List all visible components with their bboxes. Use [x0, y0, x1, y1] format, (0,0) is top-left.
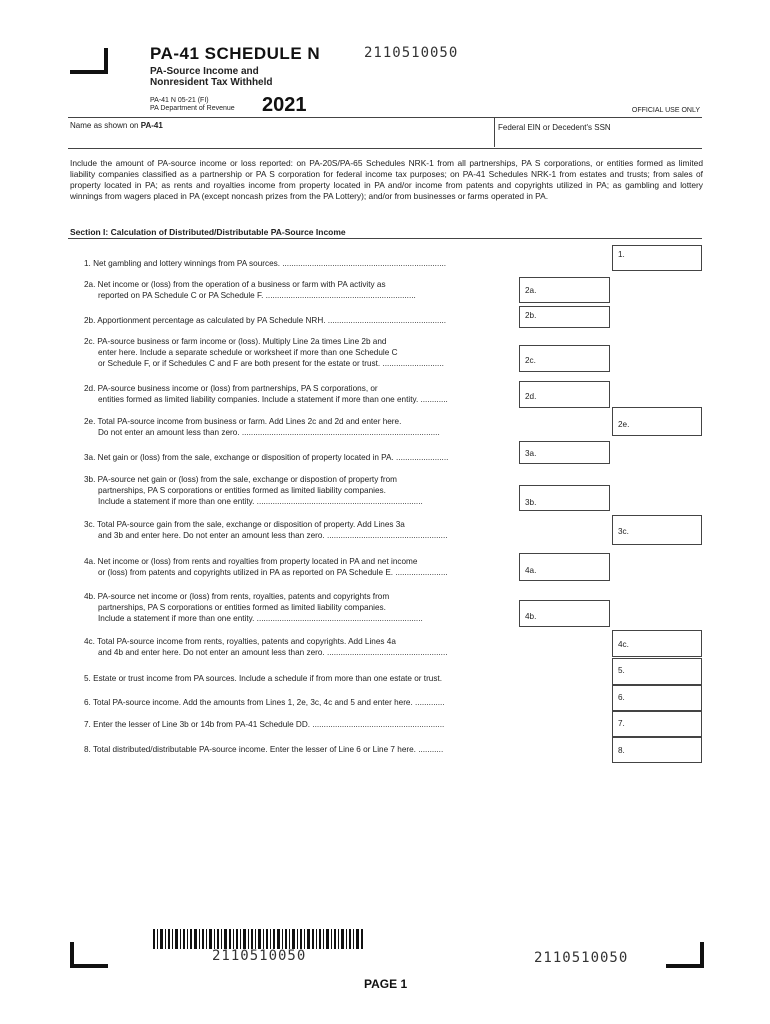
line-text: 2d. PA-source business income or (loss) from partnerships, PA S corporations, or: [84, 384, 378, 393]
line-text: 2c. PA-source business or farm income or (loss). Multiply Line 2a times Line 2b and: [84, 337, 387, 346]
line-text: 2a. Net income or (loss) from the operation of a business or farm with PA activity as: [84, 280, 386, 289]
line-3a: 3a. Net gain or (loss) from the sale, exchange or disposition of property located in PA. .......................: [84, 453, 449, 462]
line-text: and 4b and enter here. Do not enter an amount less than zero. .....................................................: [98, 648, 448, 657]
line-7: 7. Enter the lesser of Line 3b or 14b from PA-41 Schedule DD. ..........................................................: [84, 720, 445, 729]
line-2e: [84, 416, 512, 438]
section-heading: Section I: Calculation of Distributed/Distributable PA-Source Income: [68, 225, 702, 239]
name-label-form: PA-41: [140, 121, 163, 130]
line-text: 4b. PA-source net income or (loss) from rents, royalties, patents and copyrights from: [84, 592, 390, 601]
amount-box-1[interactable]: 1.: [612, 245, 702, 271]
amount-box-2d[interactable]: 2d.: [519, 381, 610, 408]
name-ein-row: [68, 117, 702, 149]
barcode-number-top: 2110510050: [364, 45, 459, 61]
amount-box-4c[interactable]: 4c.: [612, 630, 702, 657]
barcode-number-bottom-left: 2110510050: [212, 948, 307, 964]
line-text: 4c. Total PA-source income from rents, royalties, patents and copyrights. Add Lines 4a: [84, 637, 396, 646]
line-text: enter here. Include a separate schedule or worksheet if more than one Schedule C: [98, 348, 398, 357]
subtitle-line: PA-Source Income and: [150, 66, 259, 77]
line-1: 1. Net gambling and lottery winnings from PA sources. ........................................................................: [84, 259, 447, 268]
field-divider: [494, 117, 495, 147]
registration-mark-top: [70, 48, 108, 74]
registration-mark-bottom-right: [666, 942, 704, 968]
line-text: or (loss) from patents and copyrights utilized in PA as reported on PA Schedule E. .......................: [98, 568, 448, 577]
line-4a: [84, 556, 512, 578]
line-text: and 3b and enter here. Do not enter an amount less than zero. .....................................................: [98, 531, 448, 540]
line-3c: [84, 519, 512, 541]
line-text: Include a statement if more than one entity. .........................................................................: [98, 497, 423, 506]
line-text: Do not enter an amount less than zero. .......................................................................................: [98, 428, 440, 437]
amount-box-4b[interactable]: 4b.: [519, 600, 610, 627]
amount-box-3b[interactable]: 3b.: [519, 485, 610, 511]
line-text: 2e. Total PA-source income from business or farm. Add Lines 2c and 2d and enter here.: [84, 417, 402, 426]
line-2c: [84, 336, 512, 369]
amount-box-8[interactable]: 8.: [612, 737, 702, 763]
line-text: 3b. PA-source net gain or (loss) from the sale, exchange or dispostion of property from: [84, 475, 397, 484]
line-text: reported on PA Schedule C or PA Schedule F. ..................................................................: [98, 291, 416, 300]
amount-box-6[interactable]: 6.: [612, 685, 702, 711]
line-text: partnerships, PA S corporations or entities formed as limited liability companies.: [98, 486, 386, 495]
department-name: PA Department of Revenue: [150, 105, 235, 112]
barcode-graphic: [153, 929, 363, 949]
form-subtitle: [150, 66, 350, 88]
line-2d: [84, 383, 512, 405]
form-title: PA-41 SCHEDULE N: [150, 44, 321, 63]
amount-box-2b[interactable]: 2b.: [519, 306, 610, 328]
amount-box-7[interactable]: 7.: [612, 711, 702, 737]
amount-box-3a[interactable]: 3a.: [519, 441, 610, 464]
line-3b: [84, 474, 512, 507]
form-code: PA-41 N 05-21 (FI): [150, 97, 209, 104]
line-2b: 2b. Apportionment percentage as calculated by PA Schedule NRH. ....................................................: [84, 316, 447, 325]
line-text: 3c. Total PA-source gain from the sale, exchange or disposition of property. Add Lines 3a: [84, 520, 405, 529]
name-field[interactable]: [70, 121, 163, 130]
amount-box-3c[interactable]: 3c.: [612, 515, 702, 545]
line-4c: [84, 636, 512, 658]
line-4b: [84, 591, 512, 624]
ein-label: Federal EIN or Decedent's SSN: [498, 123, 611, 132]
line-text: entities formed as limited liability companies. Include a statement if more than one entity. ............: [98, 395, 448, 404]
amount-box-2e[interactable]: 2e.: [612, 407, 702, 436]
name-label: Name as shown on: [70, 121, 139, 130]
tax-year: 2021: [262, 94, 307, 116]
line-text: Include a statement if more than one entity. .........................................................................: [98, 614, 423, 623]
line-8: 8. Total distributed/distributable PA-source income. Enter the lesser of Line 6 or Line 7 here. ...........: [84, 745, 444, 754]
amount-box-5[interactable]: 5.: [612, 658, 702, 685]
amount-box-2a[interactable]: 2a.: [519, 277, 610, 303]
official-use-label: OFFICIAL USE ONLY: [631, 107, 700, 114]
line-5: 5. Estate or trust income from PA sources. Include a schedule if from more than one estate or trust.: [84, 674, 442, 683]
line-text: or Schedule F, or if Schedules C and F are both present for the estate or trust. ...........................: [98, 359, 444, 368]
registration-mark-bottom-left: [70, 942, 108, 968]
line-text: 4a. Net income or (loss) from rents and royalties from property located in PA and net income: [84, 557, 418, 566]
form-number: [150, 97, 235, 113]
page-number: PAGE 1: [364, 977, 408, 991]
ein-field[interactable]: [498, 123, 611, 132]
instructions-paragraph: Include the amount of PA-source income or loss reported: on PA-20S/PA-65 Schedules NRK-1 from all partnerships, PA S corporations, or entities formed as limited liability companies classified as a partnership or PA S corporation for federal income tax purposes; on PA-41 Schedules NRK-1 from estates and trusts; from sales of property located in PA; as rents and royalties income from property located in PA and/or income from patents and copyrights utilized in PA; as gambling and lottery winnings from wagers placed in PA (except noncash prizes from the PA Lottery); and/or from businesses or farms operated in PA.: [70, 158, 703, 201]
barcode-number-bottom-right: 2110510050: [534, 950, 629, 966]
line-2a: [84, 279, 512, 301]
subtitle-line: Nonresident Tax Withheld: [150, 77, 273, 88]
line-text: partnerships, PA S corporations or entities formed as limited liability companies.: [98, 603, 386, 612]
amount-box-4a[interactable]: 4a.: [519, 553, 610, 581]
line-6: 6. Total PA-source income. Add the amounts from Lines 1, 2e, 3c, 4c and 5 and enter here. .............: [84, 698, 445, 707]
amount-box-2c[interactable]: 2c.: [519, 345, 610, 372]
